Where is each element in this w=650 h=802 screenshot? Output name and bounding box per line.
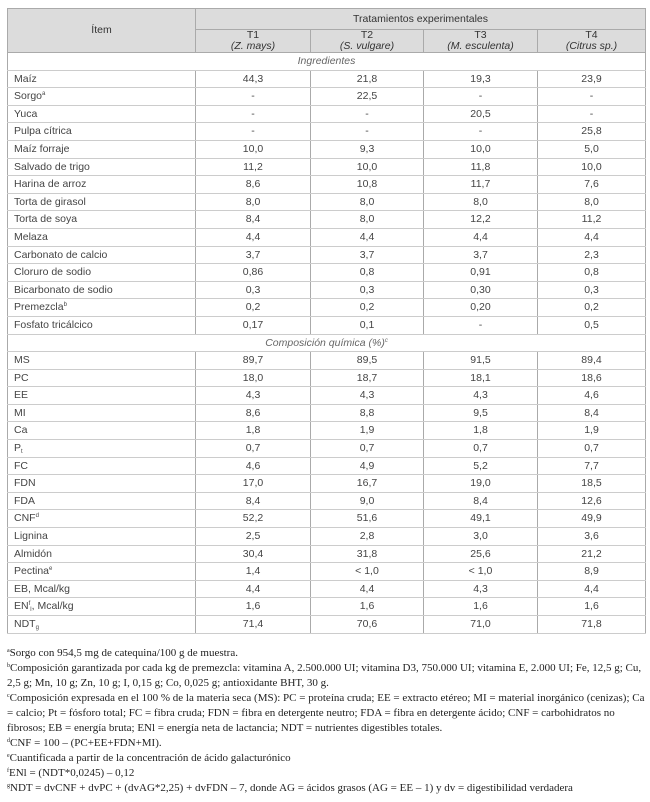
table-cell: 89,7: [196, 352, 311, 370]
table-cell: < 1,0: [424, 563, 538, 581]
table-cell: 89,5: [311, 352, 424, 370]
table-cell: 3,0: [424, 528, 538, 546]
row-label-text: Salvado de trigo: [14, 160, 90, 173]
table-cell: -: [196, 105, 311, 123]
table-cell: 11,8: [424, 158, 538, 176]
table-cell: 70,6: [311, 616, 424, 634]
table-cell: 52,2: [196, 510, 311, 528]
table-row: [8, 352, 646, 370]
row-label: [8, 228, 196, 246]
footnote: [7, 661, 647, 691]
table-cell: 31,8: [311, 545, 424, 563]
table-row: [8, 123, 646, 141]
treatment-species: (S. vulgare): [339, 40, 395, 52]
table-cell: 1,6: [538, 598, 646, 616]
table-cell: 8,4: [538, 404, 646, 422]
table-cell: -: [424, 316, 538, 334]
table-cell: 1,6: [196, 598, 311, 616]
row-label: [8, 316, 196, 334]
footnote-text: Sorgo con 954,5 mg de catequina/100 g de muestra.: [9, 647, 238, 659]
table-row: [8, 105, 646, 123]
table-row: [8, 475, 646, 493]
footnote-text: Composición garantizada por cada kg de premezcla: vitamina A, 2.500.000 UI; vitamina D3, 750.000 UI; vitamina E, 2.000 UI; Fe, 12,5 g; Cu, 2,5 g; Mn, 10 g; Zn, 10 g; I, 0,15 g; Co, 0,025 g; antioxidante BHT, 30 g.: [7, 662, 642, 689]
row-label-text: Fosfato tricálcico: [14, 318, 93, 331]
table-cell: 18,7: [311, 369, 424, 387]
table-row: [8, 387, 646, 405]
footnote-text: Cuantificada a partir de la concentración de ácido galacturónico: [9, 752, 291, 764]
table-cell: 8,0: [424, 193, 538, 211]
row-label-text: Almidón: [14, 547, 52, 560]
row-label-text: Sorgo: [14, 90, 43, 103]
treatments-header: Tratamientos experimentales: [196, 9, 646, 30]
table-cell: 8,6: [196, 404, 311, 422]
table-row: [8, 369, 646, 387]
row-label: [8, 299, 196, 317]
row-label: [8, 545, 196, 563]
table-row: [8, 422, 646, 440]
table-cell: 0,2: [311, 299, 424, 317]
label-subscript: l: [30, 607, 32, 614]
footnote: [7, 751, 647, 766]
table-cell: 0,8: [538, 264, 646, 282]
table-cell: 8,0: [196, 193, 311, 211]
table-cell: 0,3: [311, 281, 424, 299]
row-label-text: MS: [14, 354, 30, 367]
row-label: [8, 404, 196, 422]
table-cell: 23,9: [538, 70, 646, 88]
table-cell: -: [196, 123, 311, 141]
row-label: [8, 211, 196, 229]
table-cell: -: [311, 123, 424, 141]
table-cell: 9,5: [424, 404, 538, 422]
table-cell: 7,7: [538, 457, 646, 475]
row-label: [8, 193, 196, 211]
row-label: [8, 475, 196, 493]
row-label-text: Lignina: [14, 530, 48, 543]
row-label: [8, 580, 196, 598]
row-label-text: Torta de soya: [14, 213, 78, 226]
table-cell: 5,0: [538, 140, 646, 158]
table-cell: 18,6: [538, 369, 646, 387]
row-label-text: Pectina: [14, 565, 50, 578]
table-cell: 30,4: [196, 545, 311, 563]
table-cell: 71,4: [196, 616, 311, 634]
row-label: [8, 616, 196, 634]
row-label: [8, 492, 196, 510]
table-cell: 16,7: [311, 475, 424, 493]
treatment-species: (Citrus sp.): [565, 40, 618, 52]
footnote-mark: b: [63, 302, 67, 309]
table-cell: 49,1: [424, 510, 538, 528]
table-cell: 4,4: [424, 228, 538, 246]
row-label: [8, 70, 196, 88]
treatment-header-t2: [311, 30, 424, 53]
section-row: [8, 53, 646, 71]
item-header: Ítem: [8, 9, 196, 53]
table-row: [8, 158, 646, 176]
section-title: [8, 334, 646, 352]
table-cell: 1,4: [196, 563, 311, 581]
table-cell: 4,4: [311, 228, 424, 246]
table-cell: 8,0: [538, 193, 646, 211]
row-label-text: Bicarbonato de sodio: [14, 283, 113, 296]
section-title: [8, 53, 646, 71]
footnote-mark: a: [7, 648, 10, 654]
footnote-mark: e: [49, 566, 53, 573]
table-cell: 8,8: [311, 404, 424, 422]
table-cell: 3,7: [424, 246, 538, 264]
table-cell: 10,0: [311, 158, 424, 176]
table-cell: 1,8: [196, 422, 311, 440]
table-cell: 4,4: [196, 228, 311, 246]
footnote: [7, 646, 647, 661]
footnote-text: ENl = (NDT*0,0245) – 0,12: [9, 767, 135, 779]
table-cell: 18,5: [538, 475, 646, 493]
table-row: [8, 457, 646, 475]
footnote-mark: c: [7, 693, 10, 699]
table-row: [8, 316, 646, 334]
table-cell: 19,3: [424, 70, 538, 88]
footnote-mark: b: [7, 663, 10, 669]
row-label: [8, 563, 196, 581]
table-cell: 71,0: [424, 616, 538, 634]
row-label-text: PC: [14, 371, 29, 384]
footnote: [7, 781, 647, 796]
footnote-mark: f: [28, 601, 31, 608]
treatment-code: T1: [246, 29, 260, 41]
table-cell: -: [424, 88, 538, 106]
table-row: [8, 281, 646, 299]
table-cell: 10,0: [424, 140, 538, 158]
table-cell: 0,86: [196, 264, 311, 282]
table-row: [8, 140, 646, 158]
table-cell: 4,9: [311, 457, 424, 475]
row-label-text: Cloruro de sodio: [14, 266, 92, 279]
table-cell: 4,6: [538, 387, 646, 405]
table-cell: -: [311, 105, 424, 123]
row-label: [8, 281, 196, 299]
table-cell: 4,4: [311, 580, 424, 598]
table-cell: 4,3: [424, 387, 538, 405]
table-cell: 5,2: [424, 457, 538, 475]
table-cell: 0,20: [424, 299, 538, 317]
table-cell: < 1,0: [311, 563, 424, 581]
footnote-mark: e: [7, 753, 10, 759]
row-label-text: Harina de arroz: [14, 178, 87, 191]
label-subscript: t: [21, 449, 23, 456]
table-cell: 8,0: [311, 193, 424, 211]
footnote-mark: c: [384, 337, 388, 344]
row-label: [8, 352, 196, 370]
row-label-text: Pulpa cítrica: [14, 125, 72, 138]
table-cell: 20,5: [424, 105, 538, 123]
treatment-code: T2: [360, 29, 374, 41]
table-row: [8, 510, 646, 528]
table-cell: 91,5: [424, 352, 538, 370]
table-row: [8, 228, 646, 246]
table-cell: 2,3: [538, 246, 646, 264]
table-cell: 1,6: [311, 598, 424, 616]
table-cell: 71,8: [538, 616, 646, 634]
table-cell: 18,1: [424, 369, 538, 387]
table-row: [8, 176, 646, 194]
row-label: [8, 598, 196, 616]
footnote: [7, 736, 647, 751]
section-title-text: Ingredientes: [297, 55, 356, 67]
table-cell: 0,30: [424, 281, 538, 299]
row-label-text: Melaza: [14, 230, 48, 243]
footnotes: [7, 646, 647, 796]
footnote-mark: g: [7, 783, 10, 789]
table-cell: 1,6: [424, 598, 538, 616]
table-cell: 3,6: [538, 528, 646, 546]
row-label: [8, 387, 196, 405]
row-label: [8, 246, 196, 264]
row-label-text: Maíz forraje: [14, 142, 70, 155]
treatment-species: (M. esculenta): [447, 40, 514, 52]
table-cell: 0,7: [538, 440, 646, 458]
table-cell: 0,17: [196, 316, 311, 334]
row-label-text: EE: [14, 389, 29, 402]
row-label: [8, 457, 196, 475]
table-row: [8, 616, 646, 634]
table-cell: 17,0: [196, 475, 311, 493]
table-cell: 0,2: [538, 299, 646, 317]
row-label: [8, 510, 196, 528]
footnote-text: Composición expresada en el 100 % de la materia seca (MS): PC = proteína cruda; EE = extracto etéreo; MI = material inorgánico (cenizas); Ca = calcio; Pt = fósforo total; FC = fibra cruda; FDN = fibra en detergente neutro; FDA = fibra en detergente ácido; CNF = carbohidratos no fibrosos; EB = energía bruta; ENl = energía neta de lactancia; NDT = nutrientes digestibles totales.: [7, 692, 645, 734]
table-cell: 89,4: [538, 352, 646, 370]
footnote-text: CNF = 100 – (PC+EE+FDN+MI).: [10, 737, 162, 749]
treatment-header-t1: [196, 30, 311, 53]
table-cell: 2,5: [196, 528, 311, 546]
table-cell: 21,2: [538, 545, 646, 563]
row-label-text: Premezcla: [14, 301, 64, 314]
table-cell: 0,7: [196, 440, 311, 458]
row-label: [8, 176, 196, 194]
table-row: [8, 246, 646, 264]
table-cell: 8,4: [196, 492, 311, 510]
row-label-text: FC: [14, 459, 28, 472]
table-cell: 0,3: [196, 281, 311, 299]
table-cell: 8,6: [196, 176, 311, 194]
row-label-text: FDN: [14, 477, 36, 490]
footnote: [7, 766, 647, 781]
table-row: [8, 70, 646, 88]
footnote-mark: d: [35, 513, 39, 520]
treatment-code: T4: [585, 29, 598, 41]
table-cell: 10,0: [196, 140, 311, 158]
section-row: [8, 334, 646, 352]
table-cell: 10,8: [311, 176, 424, 194]
table-cell: 0,1: [311, 316, 424, 334]
row-label-text: NDT: [14, 618, 36, 630]
table-cell: 0,7: [311, 440, 424, 458]
table-row: [8, 88, 646, 106]
treatment-header-t4: [538, 30, 646, 53]
table-cell: 21,8: [311, 70, 424, 88]
row-label: [8, 422, 196, 440]
table-cell: 25,6: [424, 545, 538, 563]
table-row: [8, 440, 646, 458]
footnote: [7, 691, 647, 736]
table-cell: 1,9: [538, 422, 646, 440]
row-label: [8, 158, 196, 176]
table-cell: 22,5: [311, 88, 424, 106]
table-row: [8, 598, 646, 616]
row-label-text: FDA: [14, 494, 35, 507]
table-cell: 4,4: [538, 228, 646, 246]
row-label-text: Carbonato de calcio: [14, 248, 108, 261]
footnote-mark: a: [42, 91, 46, 98]
row-label-text: Torta de girasol: [14, 195, 86, 208]
table-cell: 1,9: [311, 422, 424, 440]
table-cell: 4,3: [196, 387, 311, 405]
table-cell: 4,4: [538, 580, 646, 598]
row-label-text: Ca: [14, 424, 28, 437]
table-row: [8, 299, 646, 317]
table-cell: 7,6: [538, 176, 646, 194]
table-cell: 19,0: [424, 475, 538, 493]
row-label: [8, 528, 196, 546]
table-cell: 4,4: [196, 580, 311, 598]
table-cell: 0,5: [538, 316, 646, 334]
table-cell: -: [424, 123, 538, 141]
treatment-species: (Z. mays): [230, 40, 276, 52]
table-cell: 0,2: [196, 299, 311, 317]
table-cell: 18,0: [196, 369, 311, 387]
table-cell: 11,2: [538, 211, 646, 229]
table-row: [8, 193, 646, 211]
table-cell: -: [196, 88, 311, 106]
table-cell: 51,6: [311, 510, 424, 528]
row-label-text: EN: [14, 600, 29, 613]
table-cell: 8,4: [424, 492, 538, 510]
table-cell: 25,8: [538, 123, 646, 141]
table-cell: 2,8: [311, 528, 424, 546]
table-cell: 12,2: [424, 211, 538, 229]
table-cell: -: [538, 88, 646, 106]
section-title-text: Composición química (%): [265, 336, 385, 349]
table-cell: 11,7: [424, 176, 538, 194]
label-subscript: g: [35, 625, 39, 631]
table-row: [8, 528, 646, 546]
table-cell: 4,6: [196, 457, 311, 475]
row-label-suffix: , Mcal/kg: [31, 600, 74, 613]
row-label: [8, 264, 196, 282]
table-cell: 8,9: [538, 563, 646, 581]
footnote-text: NDT = dvCNF + dvPC + (dvAG*2,25) + dvFDN – 7, donde AG = ácidos grasos (AG = EE – 1) y dv = digestibilidad verdadera: [10, 782, 573, 794]
table-cell: 12,6: [538, 492, 646, 510]
composition-table: [7, 8, 646, 634]
table-cell: 8,4: [196, 211, 311, 229]
table-cell: 0,7: [424, 440, 538, 458]
table-cell: -: [538, 105, 646, 123]
table-cell: 3,7: [196, 246, 311, 264]
table-cell: 49,9: [538, 510, 646, 528]
table-row: [8, 264, 646, 282]
table-cell: 0,8: [311, 264, 424, 282]
table-cell: 3,7: [311, 246, 424, 264]
row-label: [8, 123, 196, 141]
table-row: [8, 563, 646, 581]
table-cell: 1,8: [424, 422, 538, 440]
table-cell: 8,0: [311, 211, 424, 229]
row-label: [8, 440, 196, 458]
row-label-text: Yuca: [14, 107, 38, 120]
treatment-code: T3: [474, 29, 487, 41]
table-cell: 9,0: [311, 492, 424, 510]
table-row: [8, 545, 646, 563]
row-label-text: P: [14, 442, 22, 455]
table-row: [8, 404, 646, 422]
row-label: [8, 105, 196, 123]
row-label: [8, 88, 196, 106]
footnote-mark: f: [7, 768, 9, 774]
table-cell: 11,2: [196, 158, 311, 176]
row-label-text: EB, Mcal/kg: [14, 582, 71, 595]
table-cell: 4,3: [424, 580, 538, 598]
row-label-text: CNF: [14, 512, 36, 525]
footnote-mark: d: [7, 738, 10, 744]
table-cell: 9,3: [311, 140, 424, 158]
table-row: [8, 580, 646, 598]
row-label: [8, 369, 196, 387]
treatment-header-t3: [424, 30, 538, 53]
table-cell: 4,3: [311, 387, 424, 405]
table-row: [8, 211, 646, 229]
table-cell: 44,3: [196, 70, 311, 88]
table-cell: 10,0: [538, 158, 646, 176]
table-row: [8, 492, 646, 510]
row-label-text: MI: [14, 406, 26, 419]
row-label-text: Maíz: [14, 72, 37, 85]
table-cell: 0,91: [424, 264, 538, 282]
row-label: [8, 140, 196, 158]
table-cell: 0,3: [538, 281, 646, 299]
